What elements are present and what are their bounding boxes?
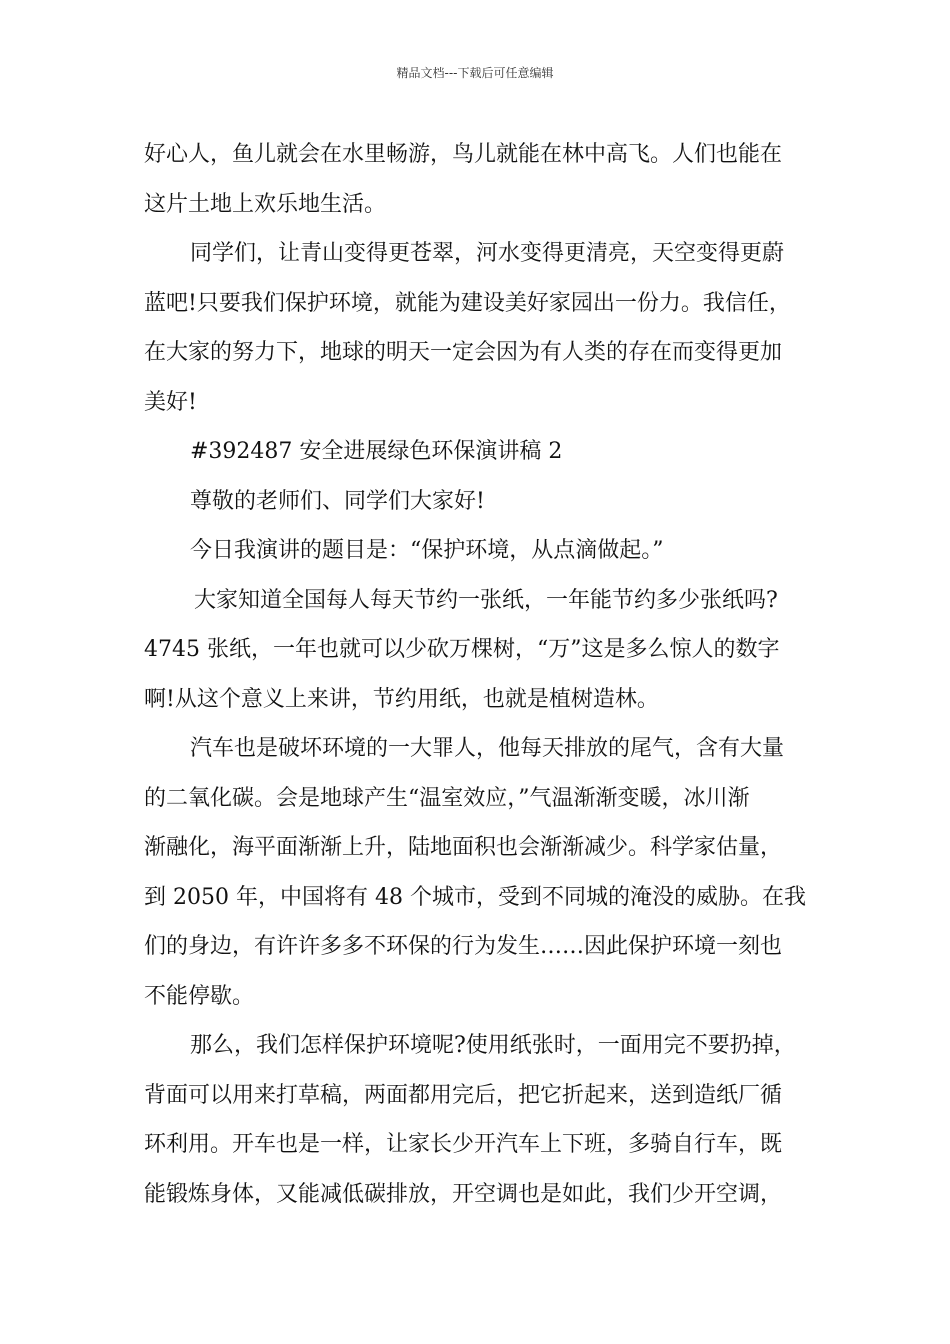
speech-topic-text: 今日我演讲的题目是：“保护环境，从点滴做起。”: [190, 538, 664, 563]
paragraph-line: 蓝吧!只要我们保护环境，就能为建设美好家园出一份力。我信任，: [144, 290, 791, 316]
paragraph-line: 好心人，鱼儿就会在水里畅游，鸟儿就能在林中高飞。人们也能在: [144, 142, 783, 167]
section-title-text: #392487 安全进展绿色环保演讲稿 2: [190, 439, 563, 464]
paragraph-line: 能锻炼身体，又能减低碳排放，开空调也是如此，我们少开空调，: [144, 1181, 783, 1207]
speech-topic: [144, 526, 806, 576]
greeting-text: 尊敬的老师们、同学们大家好!: [190, 488, 485, 514]
paragraph-5: [144, 1021, 806, 1219]
paragraph-line: 大家知道全国每人每天节约一张纸，一年能节约多少张纸吗?: [194, 587, 778, 613]
paragraph-line: 到 2050 年，中国将有 48 个城市，受到不同城的淹没的威胁。在我: [144, 884, 806, 910]
paragraph-line: 在大家的努力下，地球的明天一定会因为有人类的存在而变得更加: [144, 340, 783, 365]
paragraph-2: [144, 229, 806, 427]
paragraph-line: 这片土地上欢乐地生活。: [144, 191, 387, 217]
paragraph-line: 4745 张纸，一年也就可以少砍万棵树，“万”这是多么惊人的数字: [144, 637, 780, 662]
greeting: [144, 477, 806, 527]
paragraph-line: 汽车也是破坏环境的一大罪人，他每天排放的尾气，含有大量: [190, 736, 785, 761]
section-title: [144, 427, 806, 477]
paragraph-line: 们的身边，有许许多多不环保的行为发生……因此保护环境一刻也: [144, 934, 783, 959]
paragraph-line: 背面可以用来打草稿，两面都用完后，把它折起来，送到造纸厂循: [144, 1082, 783, 1108]
page-header: 精品文档---下载后可任意编辑: [396, 66, 554, 80]
paragraph-line: 那么，我们怎样保护环境呢?使用纸张时，一面用完不要扔掉，: [190, 1033, 796, 1058]
paragraph-line: 不能停歇。: [144, 983, 255, 1009]
paragraph-1: [144, 130, 806, 229]
paragraph-3: [144, 576, 806, 725]
paragraph-line: 的二氧化碳。会是地球产生“温室效应，”气温渐渐变暖，冰川渐: [144, 785, 750, 811]
paragraph-line: 啊!从这个意义上来讲，节约用纸，也就是植树造林。: [144, 686, 659, 712]
paragraph-line: 渐融化，海平面渐渐上升，陆地面积也会渐渐减少。科学家估量，: [144, 835, 783, 860]
paragraph-line: 环利用。开车也是一样，让家长少开汽车上下班，多骑自行车，既: [144, 1132, 783, 1157]
paragraph-line: 美好!: [144, 389, 197, 415]
document-body: [144, 130, 806, 1219]
paragraph-4: [144, 724, 806, 1021]
paragraph-line: 同学们，让青山变得更苍翠，河水变得更清亮，天空变得更蔚: [190, 241, 785, 266]
